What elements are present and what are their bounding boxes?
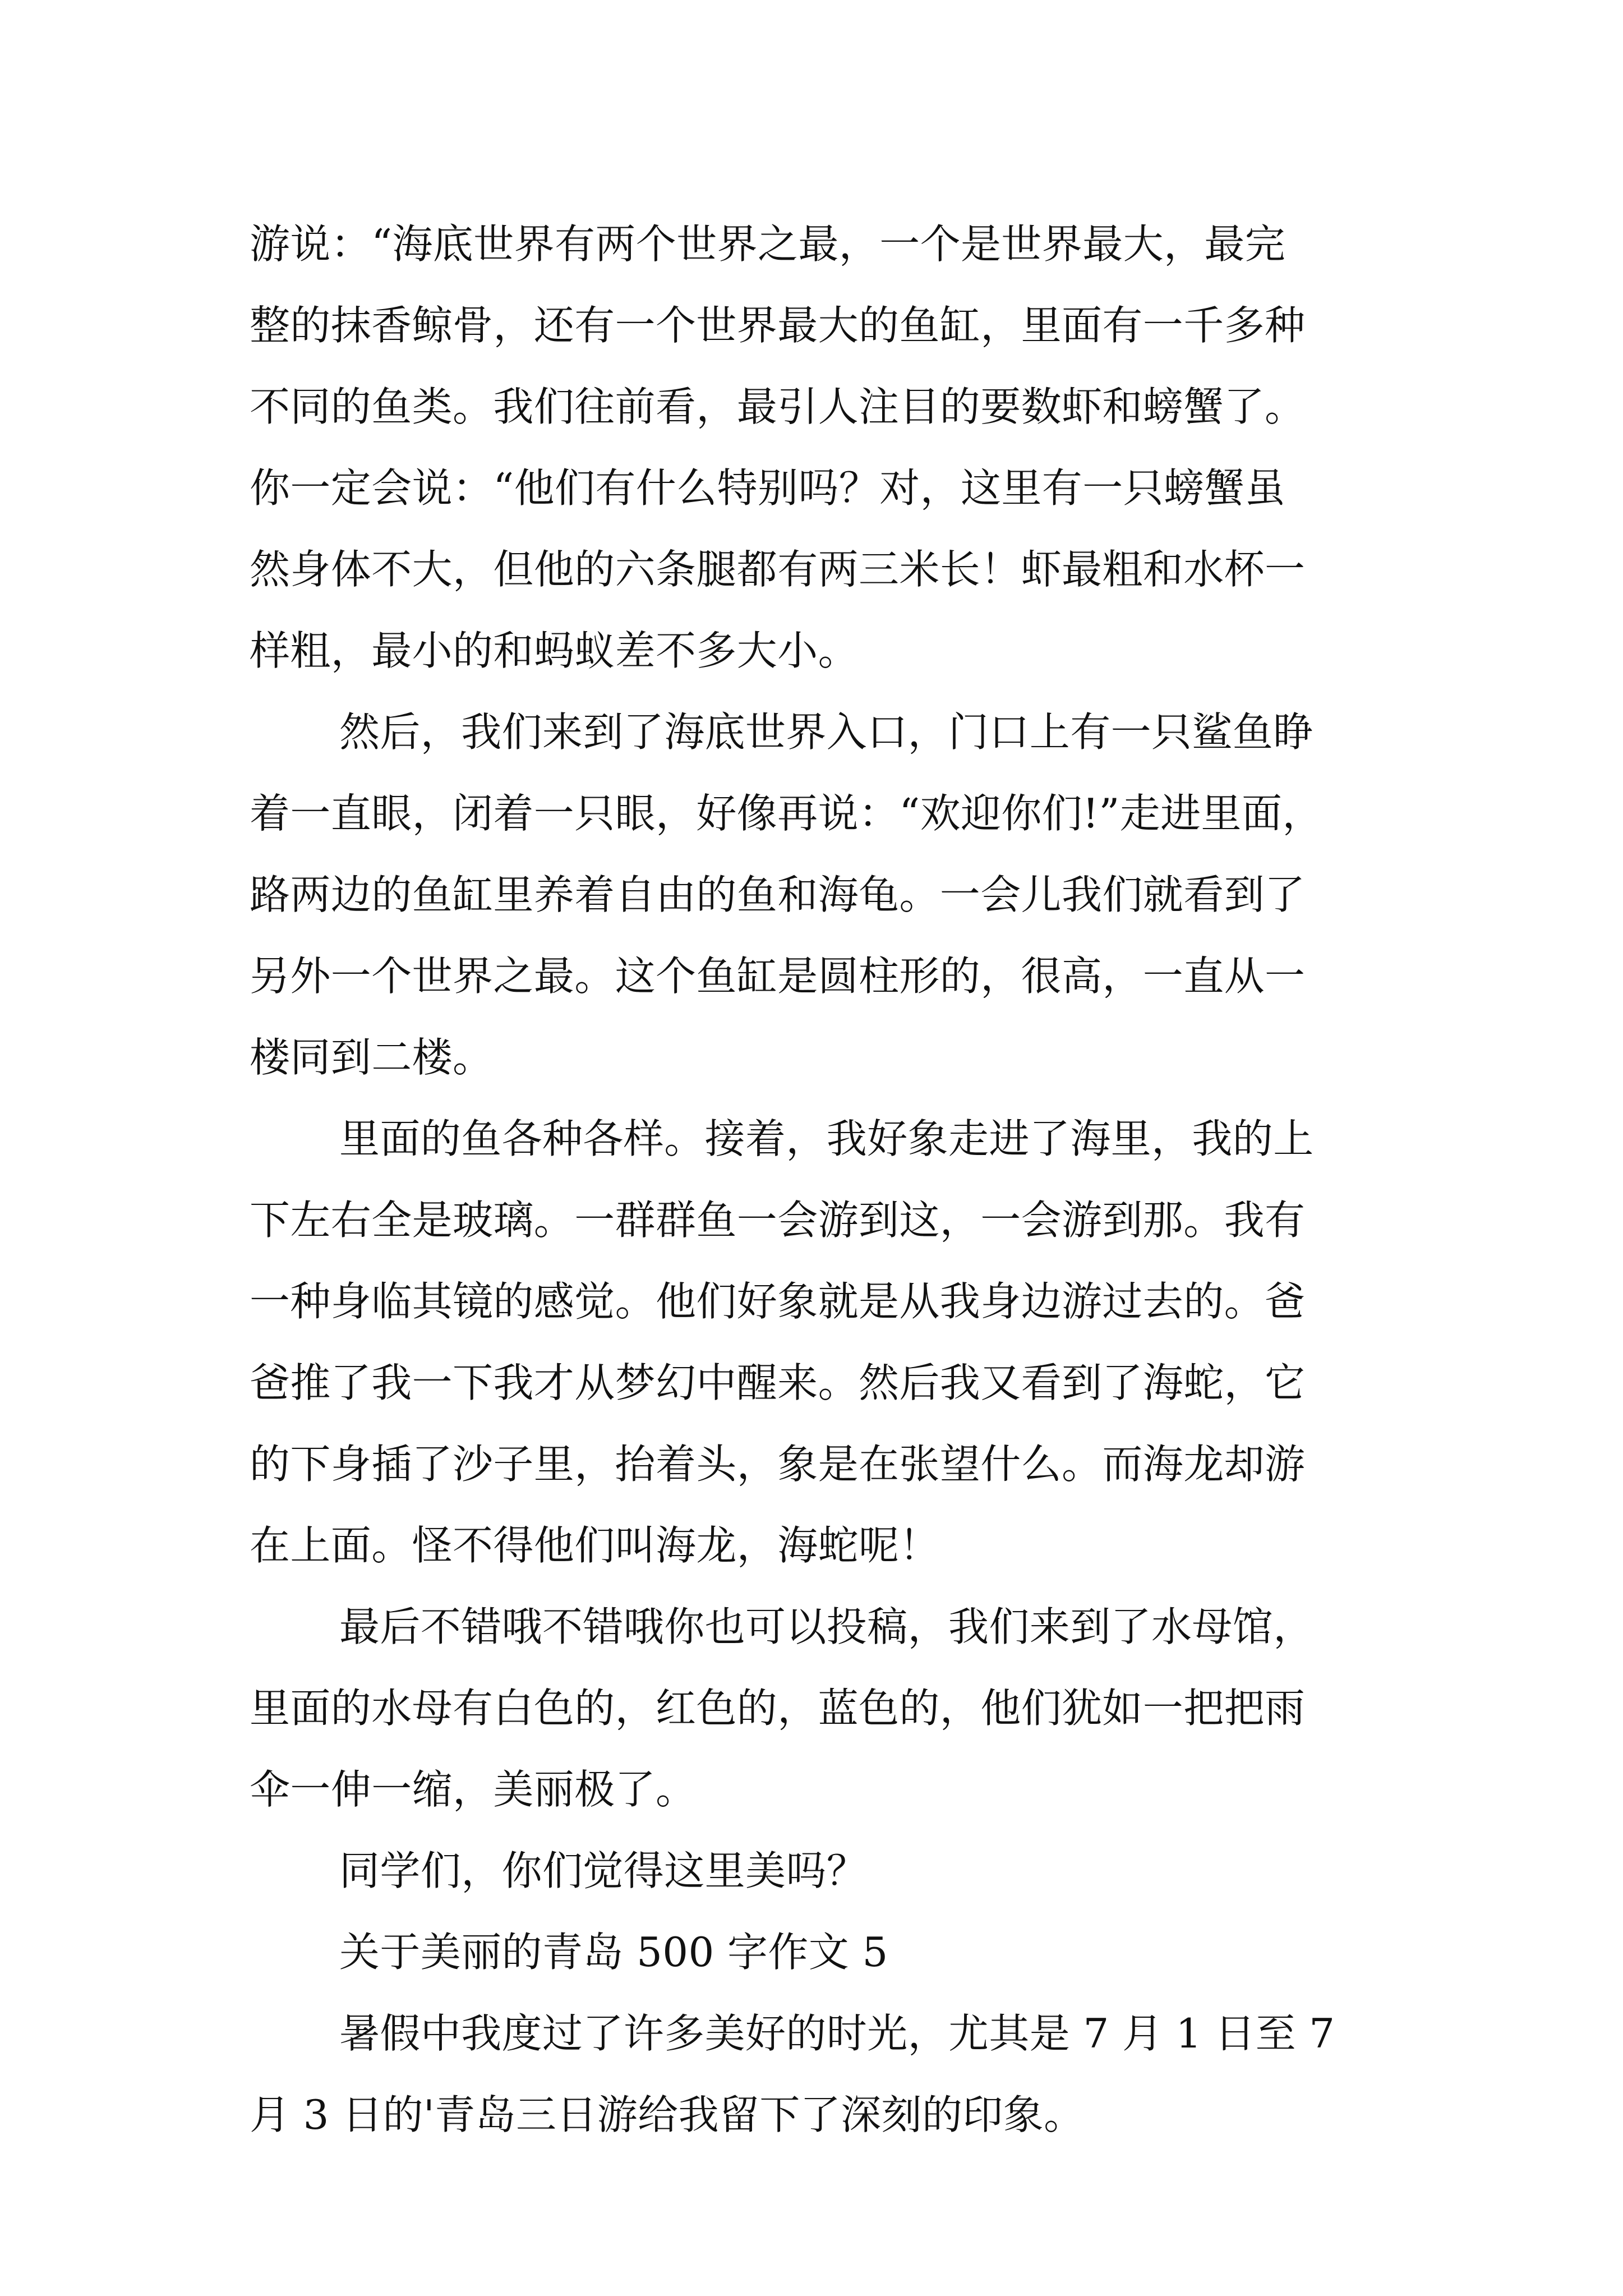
text-line: 整的抹香鲸骨，还有一个世界最大的鱼缸，里面有一千多种 (250, 302, 1306, 349)
text-line: 游说：“海底世界有两个世界之最，一个是世界最大，最完 (250, 220, 1286, 268)
text-line: 楼同到二楼。 (250, 1034, 494, 1081)
text-line: 的下身插了沙子里，抬着头，象是在张望什么。而海龙却游 (250, 1441, 1306, 1488)
section-heading: 关于美丽的青岛 500 字作文 5 (339, 1929, 888, 1976)
paragraph-first-line: 然后，我们来到了海底世界入口，门口上有一只鲨鱼睁 (339, 708, 1314, 756)
text-line: 爸推了我一下我才从梦幻中醒来。然后我又看到了海蛇，它 (250, 1359, 1306, 1406)
text-line: 样粗，最小的和蚂蚁差不多大小。 (250, 627, 859, 674)
text-line: 另外一个世界之最。这个鱼缸是圆柱形的，很高，一直从一 (250, 953, 1306, 1000)
text-line: 月 3 日的'青岛三日游给我留下了深刻的印象。 (250, 2091, 1085, 2138)
text-line: 在上面。怪不得他们叫海龙，海蛇呢！ (250, 1522, 940, 1569)
text-line: 不同的鱼类。我们往前看，最引人注目的要数虾和螃蟹了。 (250, 383, 1306, 430)
text-line: 伞一伸一缩，美丽极了。 (250, 1766, 697, 1813)
paragraph-first-line: 暑假中我度过了许多美好的时光，尤其是 7 月 1 日至 7 (339, 2010, 1335, 2057)
text-line: 一种身临其镜的感觉。他们好象就是从我身边游过去的。爸 (250, 1278, 1306, 1325)
text-line: 着一直眼，闭着一只眼，好像再说：“欢迎你们!”走进里面， (250, 790, 1323, 837)
text-line: 你一定会说：“他们有什么特别吗？对，这里有一只螃蟹虽 (250, 464, 1286, 512)
text-line: 路两边的鱼缸里养着自由的鱼和海龟。一会儿我们就看到了 (250, 871, 1306, 918)
paragraph-first-line: 里面的鱼各种各样。接着，我好象走进了海里，我的上 (339, 1115, 1314, 1162)
text-line: 下左右全是玻璃。一群群鱼一会游到这，一会游到那。我有 (250, 1197, 1306, 1244)
text-line: 里面的水母有白色的，红色的，蓝色的，他们犹如一把把雨 (250, 1685, 1306, 1732)
text-line: 然身体不大，但他的六条腿都有两三米长！虾最粗和水杯一 (250, 546, 1306, 593)
paragraph-first-line: 最后不错哦不错哦你也可以投稿，我们来到了水母馆， (339, 1603, 1314, 1650)
paragraph-first-line: 同学们，你们觉得这里美吗？ (339, 1847, 868, 1894)
